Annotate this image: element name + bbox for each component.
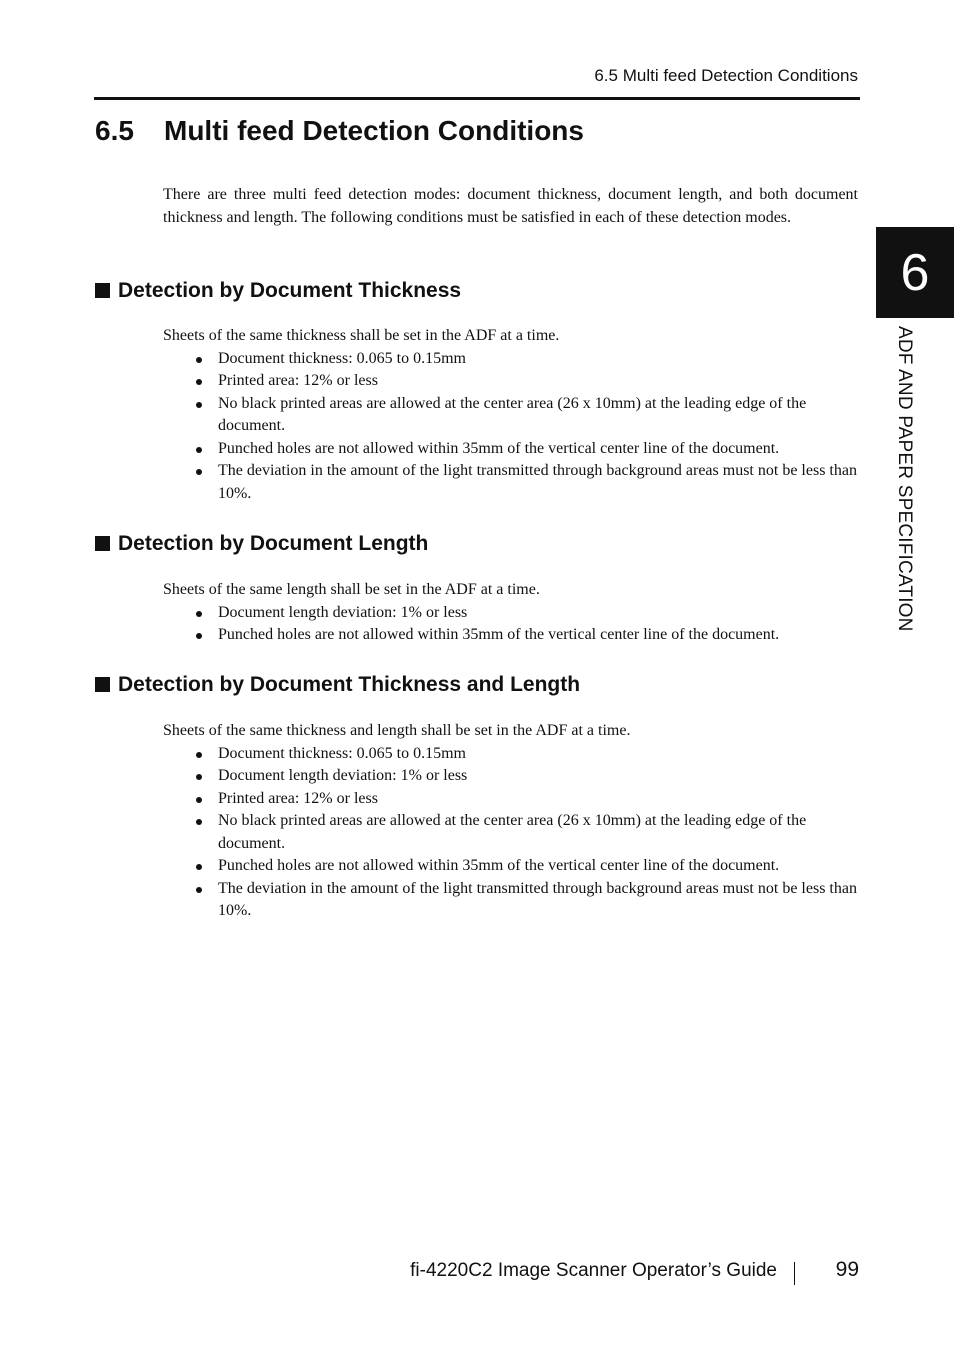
- footer-guide-title: fi-4220C2 Image Scanner Operator’s Guide: [410, 1260, 777, 1281]
- list-item: No black printed areas are allowed at the center area (26 x 10mm) at the leading edge of the document.: [163, 810, 858, 855]
- condition-list: [163, 602, 858, 647]
- intro-paragraph: There are three multi feed detection modes: document thickness, document length, and both document thickness and length. The following conditions must be satisfied in each of these detection modes.: [163, 186, 858, 226]
- subsection-body-thickness: [163, 325, 858, 505]
- list-item: Document thickness: 0.065 to 0.15mm: [163, 348, 858, 371]
- section-title: [95, 115, 584, 147]
- list-item: Document thickness: 0.065 to 0.15mm: [163, 743, 858, 766]
- header-rule: [94, 97, 860, 100]
- square-bullet-icon: [95, 677, 110, 692]
- list-item: Document length deviation: 1% or less: [163, 765, 858, 788]
- list-item: The deviation in the amount of the light transmitted through background areas must not be less than 10%.: [163, 460, 858, 505]
- condition-list: [163, 743, 858, 923]
- list-item: Document length deviation: 1% or less: [163, 602, 858, 625]
- square-bullet-icon: [95, 283, 110, 298]
- page-number: 99: [835, 1258, 859, 1281]
- list-item: Punched holes are not allowed within 35mm of the vertical center line of the document.: [163, 438, 858, 461]
- subsection-body-thickness-length: [163, 720, 858, 923]
- subsection-body-length: [163, 579, 858, 647]
- list-item: Punched holes are not allowed within 35mm of the vertical center line of the document.: [163, 624, 858, 647]
- section-title-text: Multi feed Detection Conditions: [164, 115, 584, 146]
- subsection-lead: Sheets of the same thickness and length shall be set in the ADF at a time.: [163, 722, 631, 739]
- list-item: Punched holes are not allowed within 35mm of the vertical center line of the document.: [163, 855, 858, 878]
- chapter-tab-label: ADF AND PAPER SPECIFICATION: [894, 326, 915, 632]
- chapter-tab: 6: [876, 227, 954, 318]
- subsection-heading-thickness-length: [95, 673, 580, 697]
- section-number: 6.5: [95, 115, 134, 146]
- subsection-heading-text: Detection by Document Thickness and Length: [118, 673, 581, 696]
- list-item: No black printed areas are allowed at the center area (26 x 10mm) at the leading edge of the document.: [163, 393, 858, 438]
- footer-separator: [794, 1262, 795, 1285]
- list-item: The deviation in the amount of the light transmitted through background areas must not be less than 10%.: [163, 878, 858, 923]
- subsection-heading-text: Detection by Document Thickness: [118, 279, 462, 302]
- list-item: Printed area: 12% or less: [163, 370, 858, 393]
- running-header: 6.5 Multi feed Detection Conditions: [594, 66, 858, 85]
- subsection-lead: Sheets of the same thickness shall be set in the ADF at a time.: [163, 327, 560, 344]
- list-item: Printed area: 12% or less: [163, 788, 858, 811]
- condition-list: [163, 348, 858, 506]
- subsection-lead: Sheets of the same length shall be set in the ADF at a time.: [163, 581, 540, 598]
- subsection-heading-thickness: [95, 279, 461, 303]
- subsection-heading-length: [95, 532, 428, 556]
- subsection-heading-text: Detection by Document Length: [118, 532, 429, 555]
- square-bullet-icon: [95, 536, 110, 551]
